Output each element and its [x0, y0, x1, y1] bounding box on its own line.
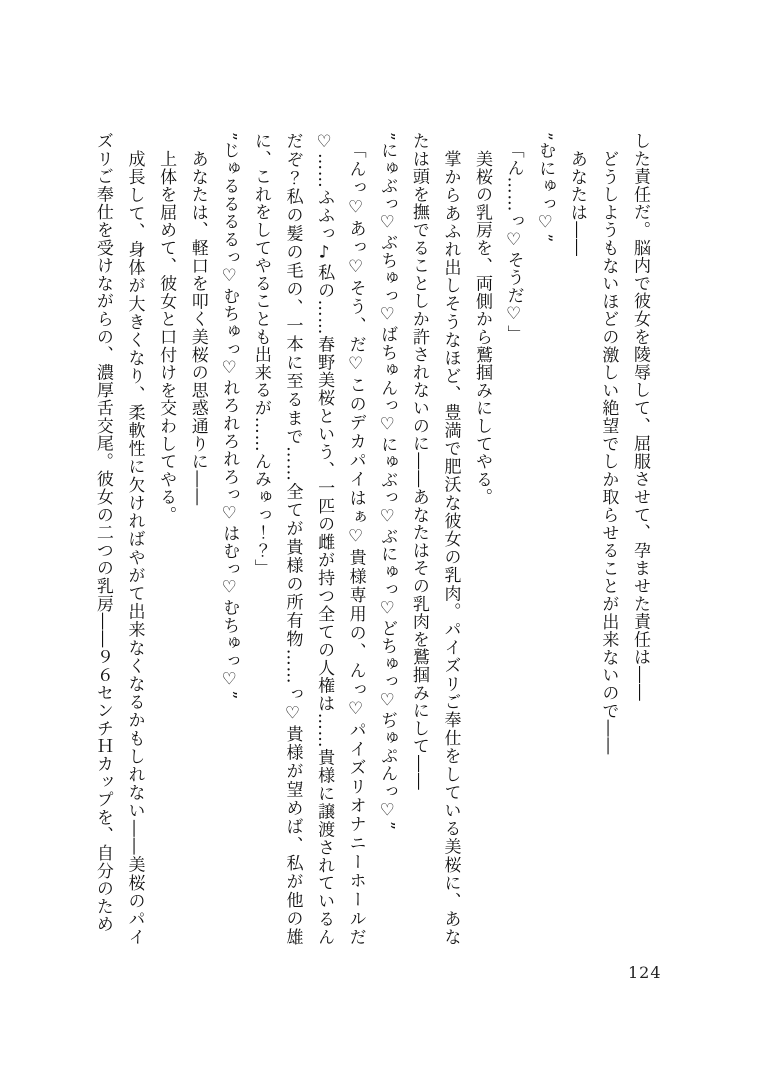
paragraph-narration: どうしようもないほどの激しい絶望でしか取らせることが出来ないので――	[598, 150, 619, 756]
paragraph-narration: 上体を屈めて、彼女と口付けを交わしてやる。	[156, 150, 177, 524]
paragraph-narration-continued: した責任だ。脳内で彼女を陵辱して、屈服させて、孕ませた責任は――	[630, 132, 650, 702]
paragraph-narration: 成長して、身体が大きくなり、柔軟性に欠ければやがて出来なくなるかもしれない――美桜のパイズリご奉仕を受けながらの、濃厚舌交尾。彼女の二つの乳房――９６センチＨカップを、自分のため	[92, 132, 145, 946]
vertical-text-block	[81, 132, 655, 946]
paragraph-dialogue: 「んっ♡あっ♡そう、だ♡このデカパイはぁ♡貴様専用の、んっ♡パイズリオナニーホールだ♡……ふふっ♪私の……春野美桜という、一匹の雌が持つ全ての人権は……貴様に譲渡されているんだぞ？私の髪の毛の、一本に至るまで……全てが貴様の所有物……っ♡貴様が望めば、私が他の雄に、これをしてやることも出来るが……んみゅっ！？」	[250, 132, 366, 946]
paragraph-narration: あなたは――	[566, 150, 587, 257]
paragraph-sfx-quote: ”じゅるるるるっ♡むちゅっ♡れろれろれろっ♡はむっ♡むちゅっ♡”	[219, 132, 240, 700]
paragraph-narration: 美桜の乳房を、両側から鷲掴みにしてやる。	[472, 150, 493, 506]
paragraph-sfx-quote: ”むにゅっ♡”	[535, 132, 556, 243]
page-number: 124	[628, 963, 662, 982]
paragraph-narration: 掌からあふれ出しそうなほど、豊満で肥沃な彼女の乳肉。パイズリご奉仕をしている美桜に、あなたは頭を撫でることしか許されないのに――あなたはその乳肉を鷲掴みにして――	[408, 132, 461, 946]
paragraph-dialogue: 「ん……っ♡そうだ♡」	[503, 141, 524, 343]
paragraph-sfx-quote: ”にゅぶっ♡ぶちゅっ♡ばちゅんっ♡にゅぶっ♡ぶにゅっ♡どちゅっ♡ぢゅぷんっ♡”	[377, 132, 398, 831]
paragraph-narration: あなたは、軽口を叩く美桜の思惑通りに――	[187, 150, 208, 506]
